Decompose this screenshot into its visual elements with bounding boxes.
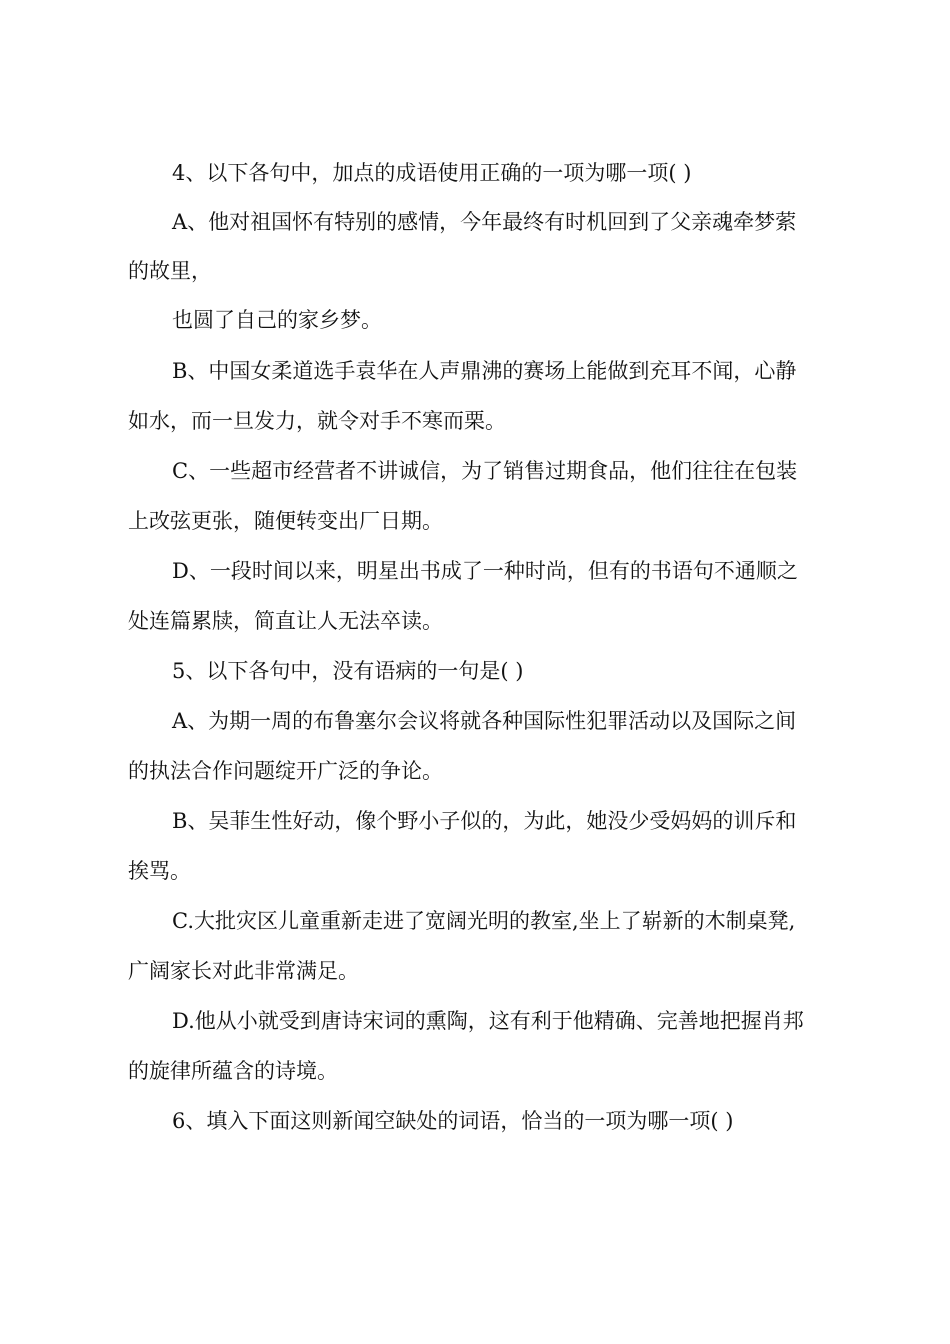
question-5-option-d-line-2: 的旋律所蕴含的诗境。 [128,1059,338,1083]
question-4-option-a-line-2: 的故里， [128,259,212,283]
question-5-option-a-line-1: A、为期一周的布鲁塞尔会议将就各种国际性犯罪活动以及国际之间 [172,709,797,733]
question-4-option-c-line-2: 上改弦更张，随便转变出厂日期。 [128,509,443,533]
question-5-option-d-line-1: D.他从小就受到唐诗宋词的熏陶，这有利于他精确、完善地把握肖邦 [172,1009,804,1033]
question-5-option-c-line-2: 广阔家长对此非常满足。 [128,959,359,983]
question-4-option-b-line-1: B、中国女柔道选手袁华在人声鼎沸的赛场上能做到充耳不闻，心静 [172,359,797,383]
question-4-option-b-line-2: 如水，而一旦发力，就令对手不寒而栗。 [128,409,506,433]
question-5-option-b-line-1: B、吴菲生性好动，像个野小子似的，为此，她没少受妈妈的训斥和 [172,809,797,833]
question-5-stem: 5、以下各句中，没有语病的一句是( ) [172,659,524,683]
question-4-option-a-line-3: 也圆了自己的家乡梦。 [172,308,382,332]
question-4-option-c-line-1: C、一些超市经营者不讲诚信，为了销售过期食品，他们往往在包装 [172,459,798,483]
question-5-option-c-line-1: C.大批灾区儿童重新走进了宽阔光明的教室,坐上了崭新的木制桌凳, [172,909,796,933]
question-6-stem: 6、填入下面这则新闻空缺处的词语，恰当的一项为哪一项( ) [172,1109,734,1133]
question-5-option-a-line-2: 的执法合作问题绽开广泛的争论。 [128,759,443,783]
question-4-option-d-line-1: D、一段时间以来，明星出书成了一种时尚，但有的书语句不通顺之 [172,559,798,583]
question-4-option-d-line-2: 处连篇累牍，简直让人无法卒读。 [128,609,443,633]
question-4-option-a-line-1: A、他对祖国怀有特别的感情，今年最终有时机回到了父亲魂牵梦萦 [172,210,797,234]
question-5-option-b-line-2: 挨骂。 [128,859,191,883]
question-4-stem: 4、以下各句中，加点的成语使用正确的一项为哪一项( ) [172,161,692,185]
